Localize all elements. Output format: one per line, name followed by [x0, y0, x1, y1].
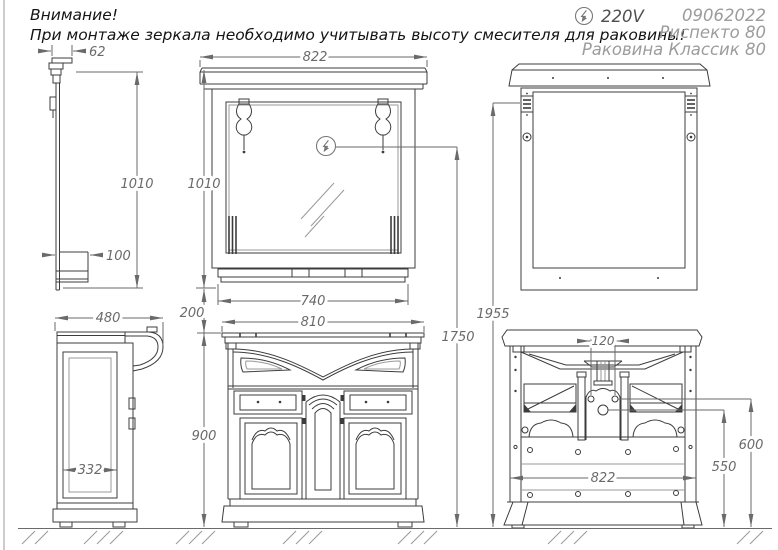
doc-date: 09062022 — [682, 6, 766, 25]
dim-hole-spacing: 120 — [591, 334, 615, 348]
dim-cabinet-width: 810 — [300, 315, 326, 330]
dim-side-panel-width: 332 — [77, 463, 103, 478]
dim-drain-height: 550 — [711, 460, 737, 475]
dim-cabinet-height: 900 — [191, 429, 217, 444]
dim-back-width: 822 — [590, 471, 616, 486]
dim-mirror-width: 822 — [302, 50, 328, 65]
dim-cabinet-depth: 480 — [95, 311, 121, 326]
sink-name: Раковина Классик 80 — [581, 40, 766, 59]
dim-mirror-height-front: 1010 — [187, 177, 221, 192]
dim-mount-height: 1955 — [476, 307, 510, 322]
voltage-label: 220V — [601, 7, 644, 26]
dim-mirror-depth: 62 — [89, 45, 106, 60]
model-name: Риспекто 80 — [659, 23, 766, 42]
warning-line2: При монтаже зеркала необходимо учитывать высоту смесителя для раковины! — [30, 26, 686, 44]
dim-shelf-depth: 100 — [106, 249, 131, 264]
dim-hole-height: 600 — [738, 438, 764, 453]
dim-mirror-cabinet-gap: 200 — [179, 306, 205, 321]
warning-line1: Внимание! — [30, 6, 118, 24]
dim-power-height: 1750 — [441, 330, 475, 345]
dim-shelf-width: 740 — [300, 294, 326, 309]
dim-mirror-height-side: 1010 — [120, 177, 154, 192]
